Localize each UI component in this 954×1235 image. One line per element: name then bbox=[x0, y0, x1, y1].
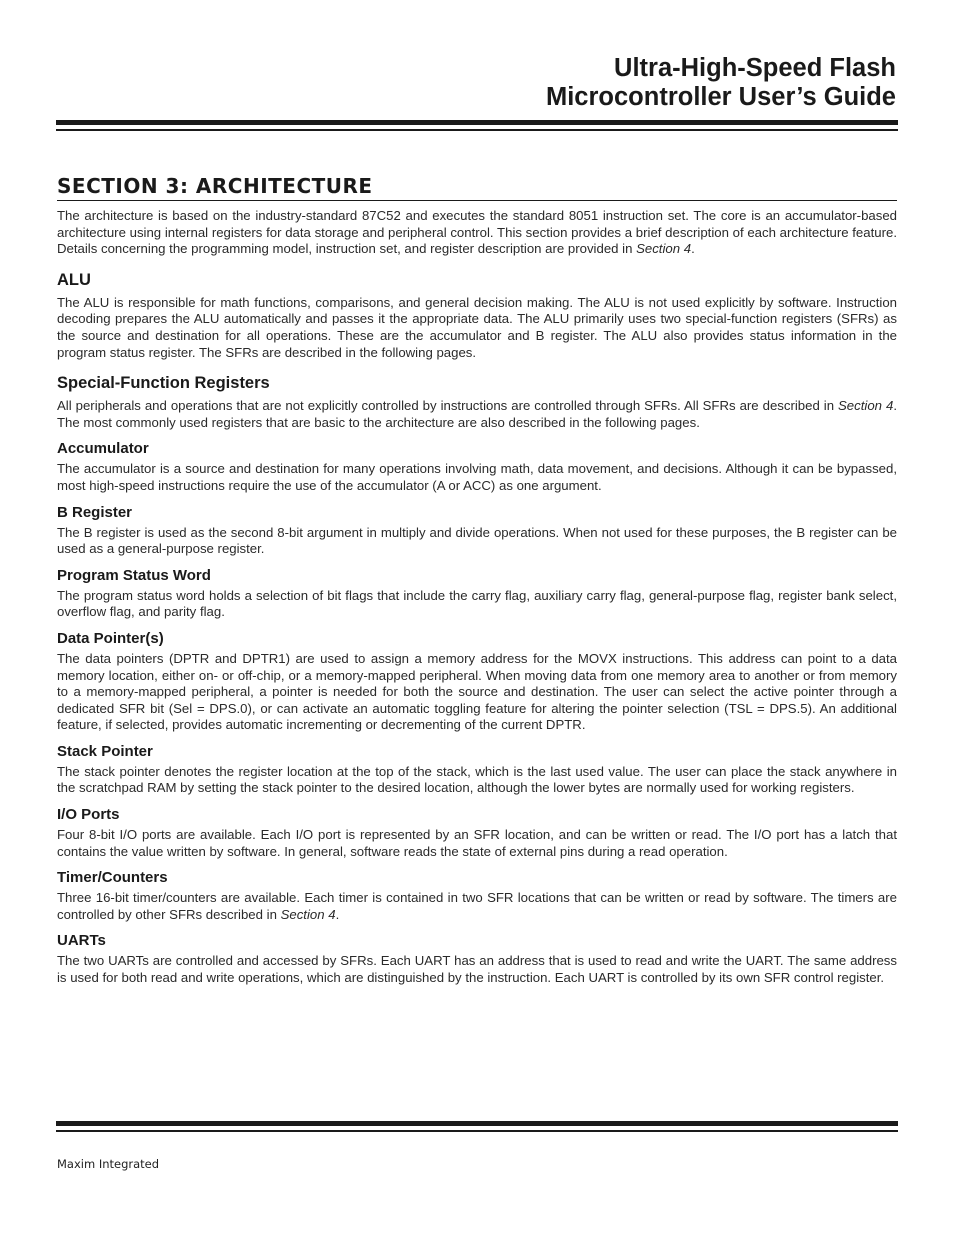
footer-company: Maxim Integrated bbox=[57, 1157, 160, 1171]
data-pointers-heading: Data Pointer(s) bbox=[57, 629, 164, 647]
accumulator-body: The accumulator is a source and destination for many operations involving math, data movement, and decisions. Although it can be bypassed, most high-speed instructions require the use of the accumulator (A or ACC) as one argument. bbox=[57, 461, 897, 493]
footer-rule-thick bbox=[56, 1121, 898, 1126]
header-rule-thin bbox=[56, 129, 898, 131]
main-content bbox=[57, 174, 897, 987]
b-register-body: The B register is used as the second 8-bit argument in multiply and divide operations. When not used for these purposes, the B register can be used as a general-purpose register. bbox=[57, 524, 897, 557]
alu-heading: ALU bbox=[57, 270, 91, 289]
header-rule-thick bbox=[56, 120, 898, 125]
section-intro-text: The architecture is based on the industry-standard 87C52 and executes the standard 8051 instruction set. The core is an accumulator-based architecture using internal registers for data storage and peripheral control. This section provides a brief description of each architecture feature. Details concerning the programming model, instruction set, and register description are provided in bbox=[57, 208, 897, 257]
psw-heading: Program Status Word bbox=[57, 566, 211, 584]
accumulator-heading: Accumulator bbox=[57, 440, 149, 458]
io-ports-heading: I/O Ports bbox=[57, 806, 120, 824]
section-intro bbox=[57, 208, 897, 258]
data-pointers-body: The data pointers (DPTR and DPTR1) are used to assign a memory address for the MOVX instructions. This address can point to a data memory location, either on- or off-chip, or a memory-mapped peripheral. When moving data from one memory area to another or from memory to a memory-mapped peripheral, a pointer is needed for both the source and destination. The user can select the active pointer through a dedicated SFR bit (Sel = DPS.0), or can activate an automatic toggling feature for altering the pointer selection (TSL = DPS.5). An additional feature, if selected, provides automatic incrementing or decrementing of the current DPTR. bbox=[57, 650, 897, 733]
section-intro-ref: Section 4 bbox=[636, 241, 692, 257]
sfr-body-start: All peripherals and operations that are not explicitly controlled by instructions are controlled through SFRs. All SFRs are described in bbox=[57, 398, 839, 414]
b-register-heading: B Register bbox=[57, 503, 133, 521]
uarts-heading: UARTs bbox=[57, 932, 106, 950]
document-title-line2: Microcontroller User’s Guide bbox=[545, 83, 896, 111]
timers-body bbox=[57, 890, 897, 923]
footer-rule-thin bbox=[56, 1130, 898, 1132]
timers-body-start: Three 16-bit timer/counters are available. Each timer is contained in two SFR locations that can be written or read by software. The timers are controlled by other SFRs described in bbox=[57, 890, 897, 922]
timers-body-end: . bbox=[335, 906, 340, 922]
document-title-line1: Ultra-High-Speed Flash bbox=[614, 54, 896, 82]
sfr-body-end: . The most commonly used registers that are basic to the architecture are also described in the following pages. bbox=[57, 398, 897, 430]
timers-ref: Section 4 bbox=[280, 906, 336, 922]
io-ports-body: Four 8-bit I/O ports are available. Each I/O port is represented by an SFR location, and can be written or read. The I/O port has a latch that contains the value written by software. In general, software reads the state of external pins during a read operation. bbox=[57, 827, 897, 859]
psw-body: The program status word holds a selection of bit flags that include the carry flag, auxiliary carry flag, general-purpose flag, register bank select, overflow flag, and parity flag. bbox=[57, 587, 897, 620]
section-title: SECTION 3: ARCHITECTURE bbox=[57, 174, 897, 201]
uarts-body: The two UARTs are controlled and accessed by SFRs. Each UART has an address that is used to read and write the UART. The same address is used for both read and write operations, which are distinguished by the instruction. Each UART is controlled by its own SFR control register. bbox=[57, 953, 897, 986]
sfr-body bbox=[57, 398, 897, 431]
stack-pointer-heading: Stack Pointer bbox=[57, 742, 153, 760]
sfr-heading: Special-Function Registers bbox=[57, 374, 270, 393]
section-intro-end: . bbox=[691, 241, 695, 257]
document-title bbox=[546, 54, 896, 112]
stack-pointer-body: The stack pointer denotes the register location at the top of the stack, which is the last used value. The user can place the stack anywhere in the scratchpad RAM by setting the stack pointer to the desired location, although the lower bytes are normally used for working registers. bbox=[57, 763, 897, 796]
timers-heading: Timer/Counters bbox=[57, 869, 168, 887]
alu-body: The ALU is responsible for math functions, comparisons, and general decision making. The ALU is not used explicitly by software. Instruction decoding prepares the ALU automatically and passes it the appropriate data. The ALU primarily uses two special-function registers (SFRs) as the source and destination for all operations. These are the accumulator and B register. The ALU also provides status information in the program status register. The SFRs are described in the following pages. bbox=[57, 294, 897, 360]
sfr-ref: Section 4 bbox=[838, 398, 894, 414]
